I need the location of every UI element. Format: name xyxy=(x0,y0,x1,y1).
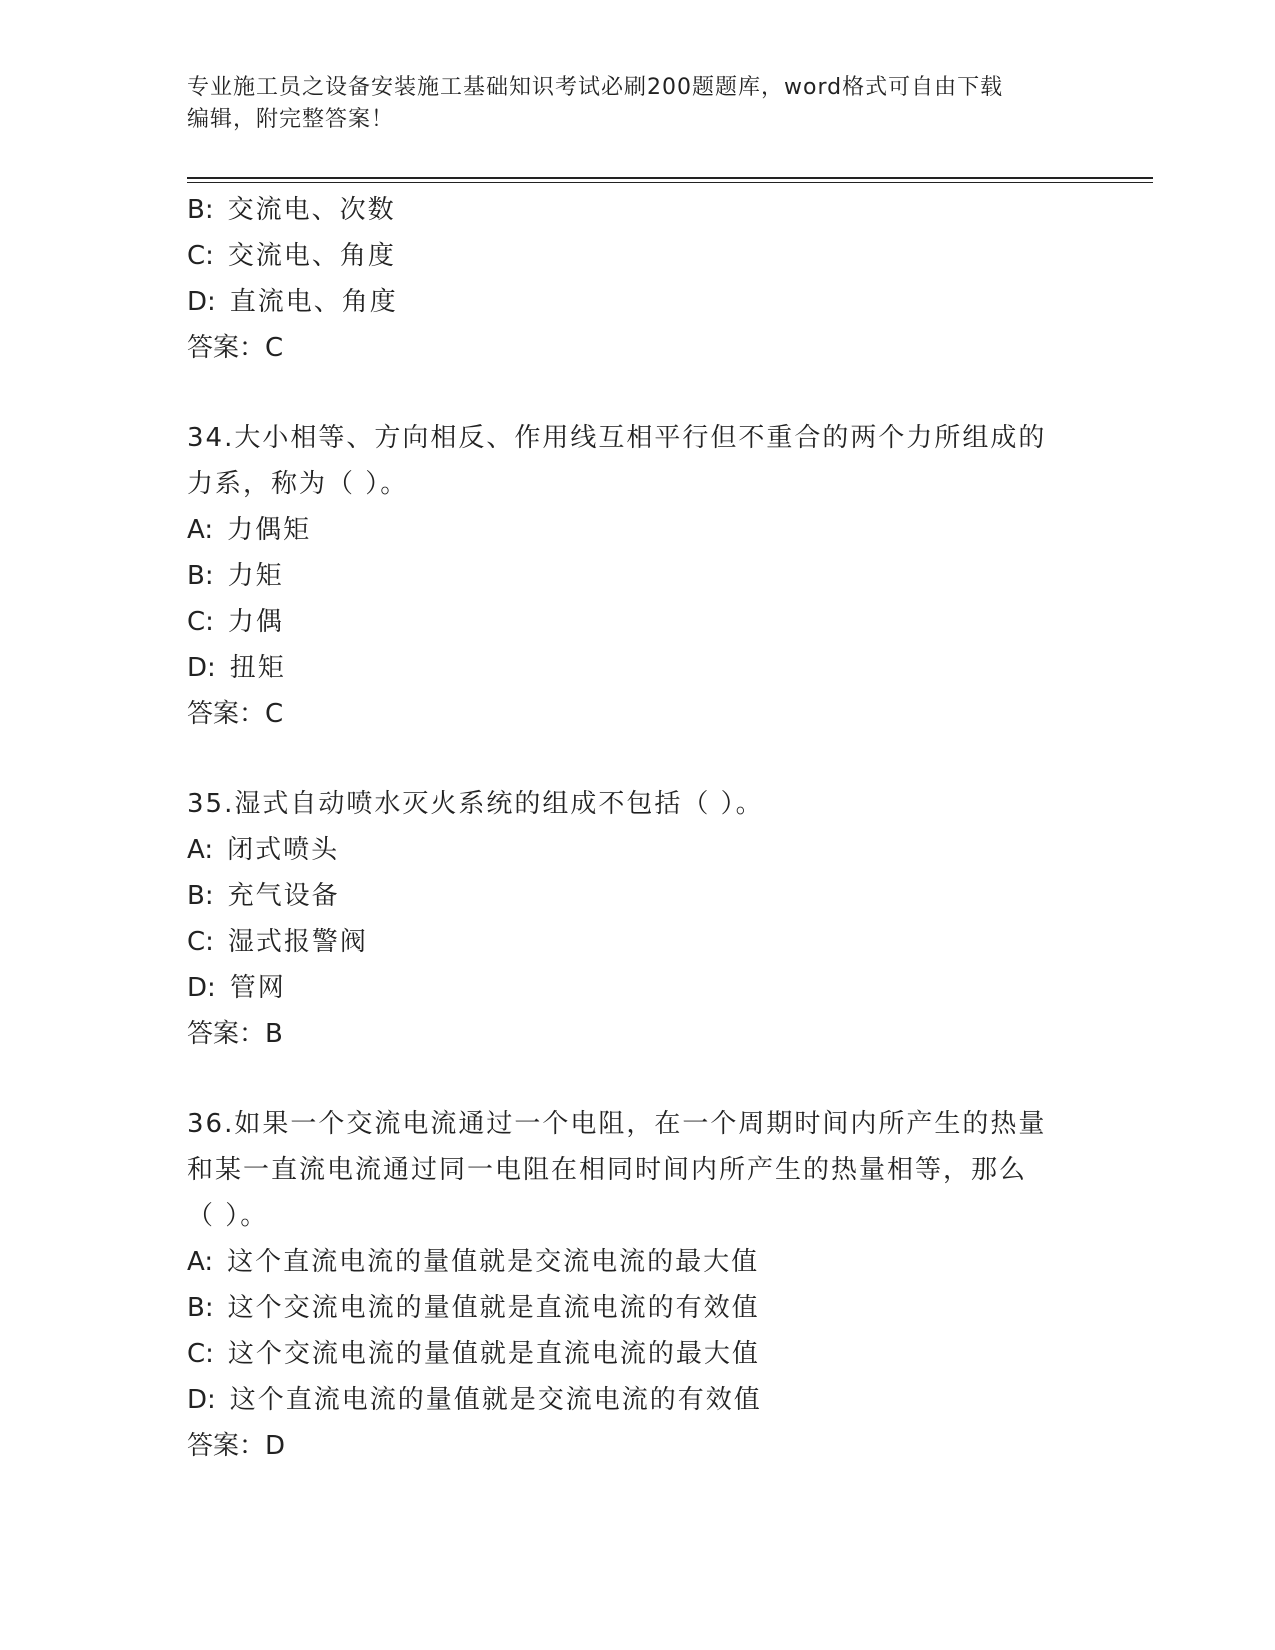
header-divider-thick xyxy=(187,177,1153,179)
question-stem: （ ）。 xyxy=(187,1201,269,1231)
option-text: 力偶 xyxy=(227,607,284,637)
document-header xyxy=(187,72,1067,136)
header-title-line-1: 专业施工员之设备安装施工基础知识考试必刷200题题库，word格式可自由下载 xyxy=(187,75,1004,100)
question-stem: 和某一直流电流通过同一电阻在相同时间内所产生的热量相等，那么 xyxy=(187,1155,1028,1185)
option-text: 力矩 xyxy=(227,561,284,591)
question-stem: 力系，称为（ ）。 xyxy=(187,469,409,499)
option-b xyxy=(187,873,1087,919)
answer-line xyxy=(187,1423,1087,1469)
option-b xyxy=(187,553,1087,599)
option-text: 力偶矩 xyxy=(227,515,312,545)
option-text: 交流电、次数 xyxy=(227,195,396,225)
question-block-34 xyxy=(187,415,1087,737)
answer-value: C xyxy=(265,699,284,729)
answer-label: 答案： xyxy=(187,1431,266,1461)
option-text: 充气设备 xyxy=(227,881,340,911)
header-divider-thin xyxy=(187,182,1153,183)
answer-line xyxy=(187,1011,1087,1057)
option-key: D: xyxy=(187,1385,216,1415)
option-key: B: xyxy=(187,195,214,225)
question-block-36 xyxy=(187,1101,1087,1469)
option-c xyxy=(187,1331,1087,1377)
answer-line xyxy=(187,325,1087,371)
question-stem: 34.大小相等、方向相反、作用线互相平行但不重合的两个力所组成的 xyxy=(187,423,1047,453)
option-key: D: xyxy=(187,653,216,683)
option-key: A: xyxy=(187,515,214,545)
option-d xyxy=(187,279,1087,325)
option-key: A: xyxy=(187,835,214,865)
option-a xyxy=(187,507,1087,553)
option-key: A: xyxy=(187,1247,214,1277)
option-text: 湿式报警阀 xyxy=(227,927,368,957)
option-a xyxy=(187,827,1087,873)
option-d xyxy=(187,1377,1087,1423)
question-block-33 xyxy=(187,187,1087,371)
option-key: B: xyxy=(187,1293,214,1323)
question-block-35 xyxy=(187,781,1087,1057)
answer-label: 答案： xyxy=(187,333,266,363)
option-key: C: xyxy=(187,241,214,271)
option-key: B: xyxy=(187,561,214,591)
option-key: C: xyxy=(187,1339,214,1369)
option-c xyxy=(187,599,1087,645)
option-text: 这个交流电流的量值就是直流电流的有效值 xyxy=(227,1293,760,1323)
option-text: 管网 xyxy=(229,973,286,1003)
option-text: 闭式喷头 xyxy=(227,835,340,865)
option-key: C: xyxy=(187,607,214,637)
option-b xyxy=(187,187,1087,233)
option-d xyxy=(187,965,1087,1011)
answer-label: 答案： xyxy=(187,1019,266,1049)
option-c xyxy=(187,233,1087,279)
answer-value: C xyxy=(265,333,284,363)
option-text: 这个直流电流的量值就是交流电流的最大值 xyxy=(227,1247,760,1277)
option-text: 扭矩 xyxy=(229,653,286,683)
answer-value: D xyxy=(265,1431,286,1461)
answer-label: 答案： xyxy=(187,699,266,729)
question-list xyxy=(187,187,1087,1469)
option-key: D: xyxy=(187,973,216,1003)
option-a xyxy=(187,1239,1087,1285)
option-text: 这个交流电流的量值就是直流电流的最大值 xyxy=(227,1339,760,1369)
option-key: D: xyxy=(187,287,216,317)
header-title-line-2: 编辑，附完整答案！ xyxy=(187,107,395,132)
option-text: 交流电、角度 xyxy=(227,241,396,271)
question-stem: 36.如果一个交流电流通过一个电阻，在一个周期时间内所产生的热量 xyxy=(187,1109,1047,1139)
option-key: C: xyxy=(187,927,214,957)
option-b xyxy=(187,1285,1087,1331)
answer-value: B xyxy=(265,1019,283,1049)
question-stem: 35.湿式自动喷水灭火系统的组成不包括（ ）。 xyxy=(187,789,764,819)
option-text: 这个直流电流的量值就是交流电流的有效值 xyxy=(229,1385,762,1415)
option-c xyxy=(187,919,1087,965)
option-text: 直流电、角度 xyxy=(229,287,398,317)
answer-line xyxy=(187,691,1087,737)
option-d xyxy=(187,645,1087,691)
option-key: B: xyxy=(187,881,214,911)
